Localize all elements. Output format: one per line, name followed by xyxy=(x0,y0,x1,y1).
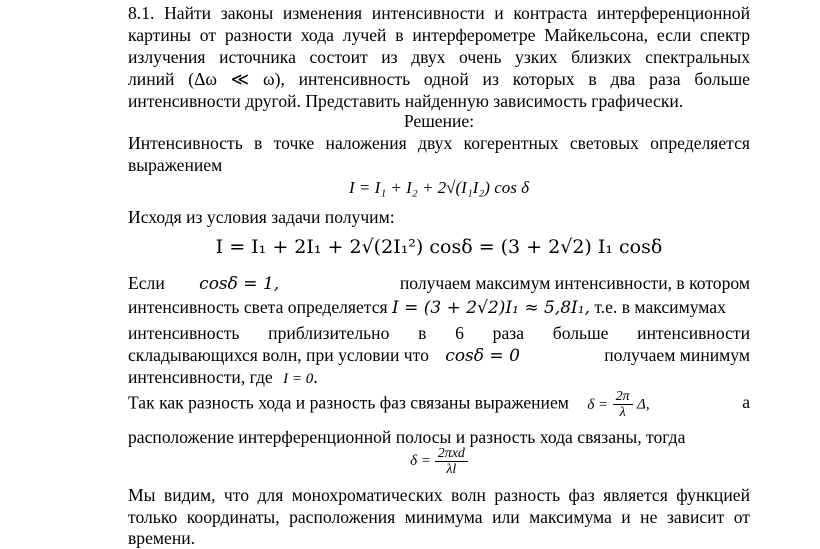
problem-line-1: 8.1. Найти законы изменения интенсивности и контраста интерференционной xyxy=(128,3,750,23)
problem-line-2: картины от разности хода лучей в интерферометре Майкельсона, если спектр xyxy=(128,25,750,45)
para-max-line-5 xyxy=(128,366,750,390)
para-max-line-1 xyxy=(128,272,750,295)
formula-phase-numerator: 2πxd xyxy=(435,446,468,462)
phase-formula-lhs: δ = xyxy=(587,396,609,413)
para-max-line-2-text: интенсивность света определяется xyxy=(128,297,388,317)
phase-formula-rhs: Δ, xyxy=(637,396,650,413)
math-cos-eq-1: cosδ = 1, xyxy=(199,274,280,294)
para-max-line-4-tail: получаем минимум xyxy=(604,345,750,365)
phase-line-1-tail: а xyxy=(742,392,750,412)
conclusion-line-3: времени. xyxy=(128,528,196,548)
para-max-line-4-text: складывающихся волн, при условии что xyxy=(128,345,429,365)
math-i-zero: I = 0 xyxy=(283,371,314,387)
problem-line-4: линий (Δω ≪ ω), интенсивность одной из которых в два раза больше xyxy=(128,69,750,89)
solution-intro-line-1: Интенсивность в точке наложения двух когерентных световых определяется xyxy=(128,133,750,153)
problem-line-5: интенсивности другой. Представить найденную зависимость графически. xyxy=(128,91,684,111)
solution-intro-line-2: выражением xyxy=(128,155,223,175)
math-cos-eq-0: cosδ = 0 xyxy=(445,346,520,366)
phase-fraction-denominator: λ xyxy=(619,405,626,420)
phase-line-2: расположение интерференционной полосы и разность хода связаны, тогда xyxy=(128,427,686,447)
condition-text: Исходя из условия задачи получим: xyxy=(128,207,395,227)
formula-phase-lhs: δ = xyxy=(410,452,431,469)
formula-phase-position xyxy=(128,446,750,477)
formula-phase-denominator: λl xyxy=(446,462,457,477)
phase-line-1 xyxy=(128,389,750,429)
conclusion-line-1: Мы видим, что для монохроматических волн разность фаз является функцией xyxy=(128,485,750,505)
para-max-line-1-text: получаем максимум интенсивности, в котором xyxy=(399,273,750,293)
para-max-line-2 xyxy=(128,296,750,319)
para-max-line-4 xyxy=(128,344,750,367)
phase-fraction xyxy=(613,389,633,420)
formula-intensity-derived: I = I₁ + 2I₁ + 2√(2I₁²) cosδ = (3 + 2√2) I₁ cosδ xyxy=(215,236,663,258)
conclusion-line-2: только координаты, расположения минимума или максимума и не зависит от xyxy=(128,507,750,527)
para-max-line-5-text: интенсивности, где xyxy=(128,367,273,387)
formula-intensity: I = I₁ + I₂ + 2√(I₁I₂) cos δ xyxy=(348,178,530,197)
formula-phase-fraction xyxy=(435,446,468,477)
problem-line-3: излучения источника состоит из двух очень узких близких спектральных xyxy=(128,47,750,67)
para-max-line-5-dot: . xyxy=(313,367,318,387)
math-max-intensity: I = (3 + 2√2)I₁ ≈ 5,8I₁, xyxy=(392,298,590,318)
phase-line-1-text: Так как разность хода и разность фаз связаны выражением xyxy=(128,392,569,413)
phase-fraction-numerator: 2π xyxy=(613,389,633,405)
solution-heading: Решение: xyxy=(403,111,475,131)
para-max-line-3: интенсивность приблизительно в 6 раза больше интенсивности xyxy=(128,323,750,343)
para-max-word-if: Если xyxy=(128,273,165,293)
para-max-line-2-tail: т.е. в максимумах xyxy=(594,297,726,317)
